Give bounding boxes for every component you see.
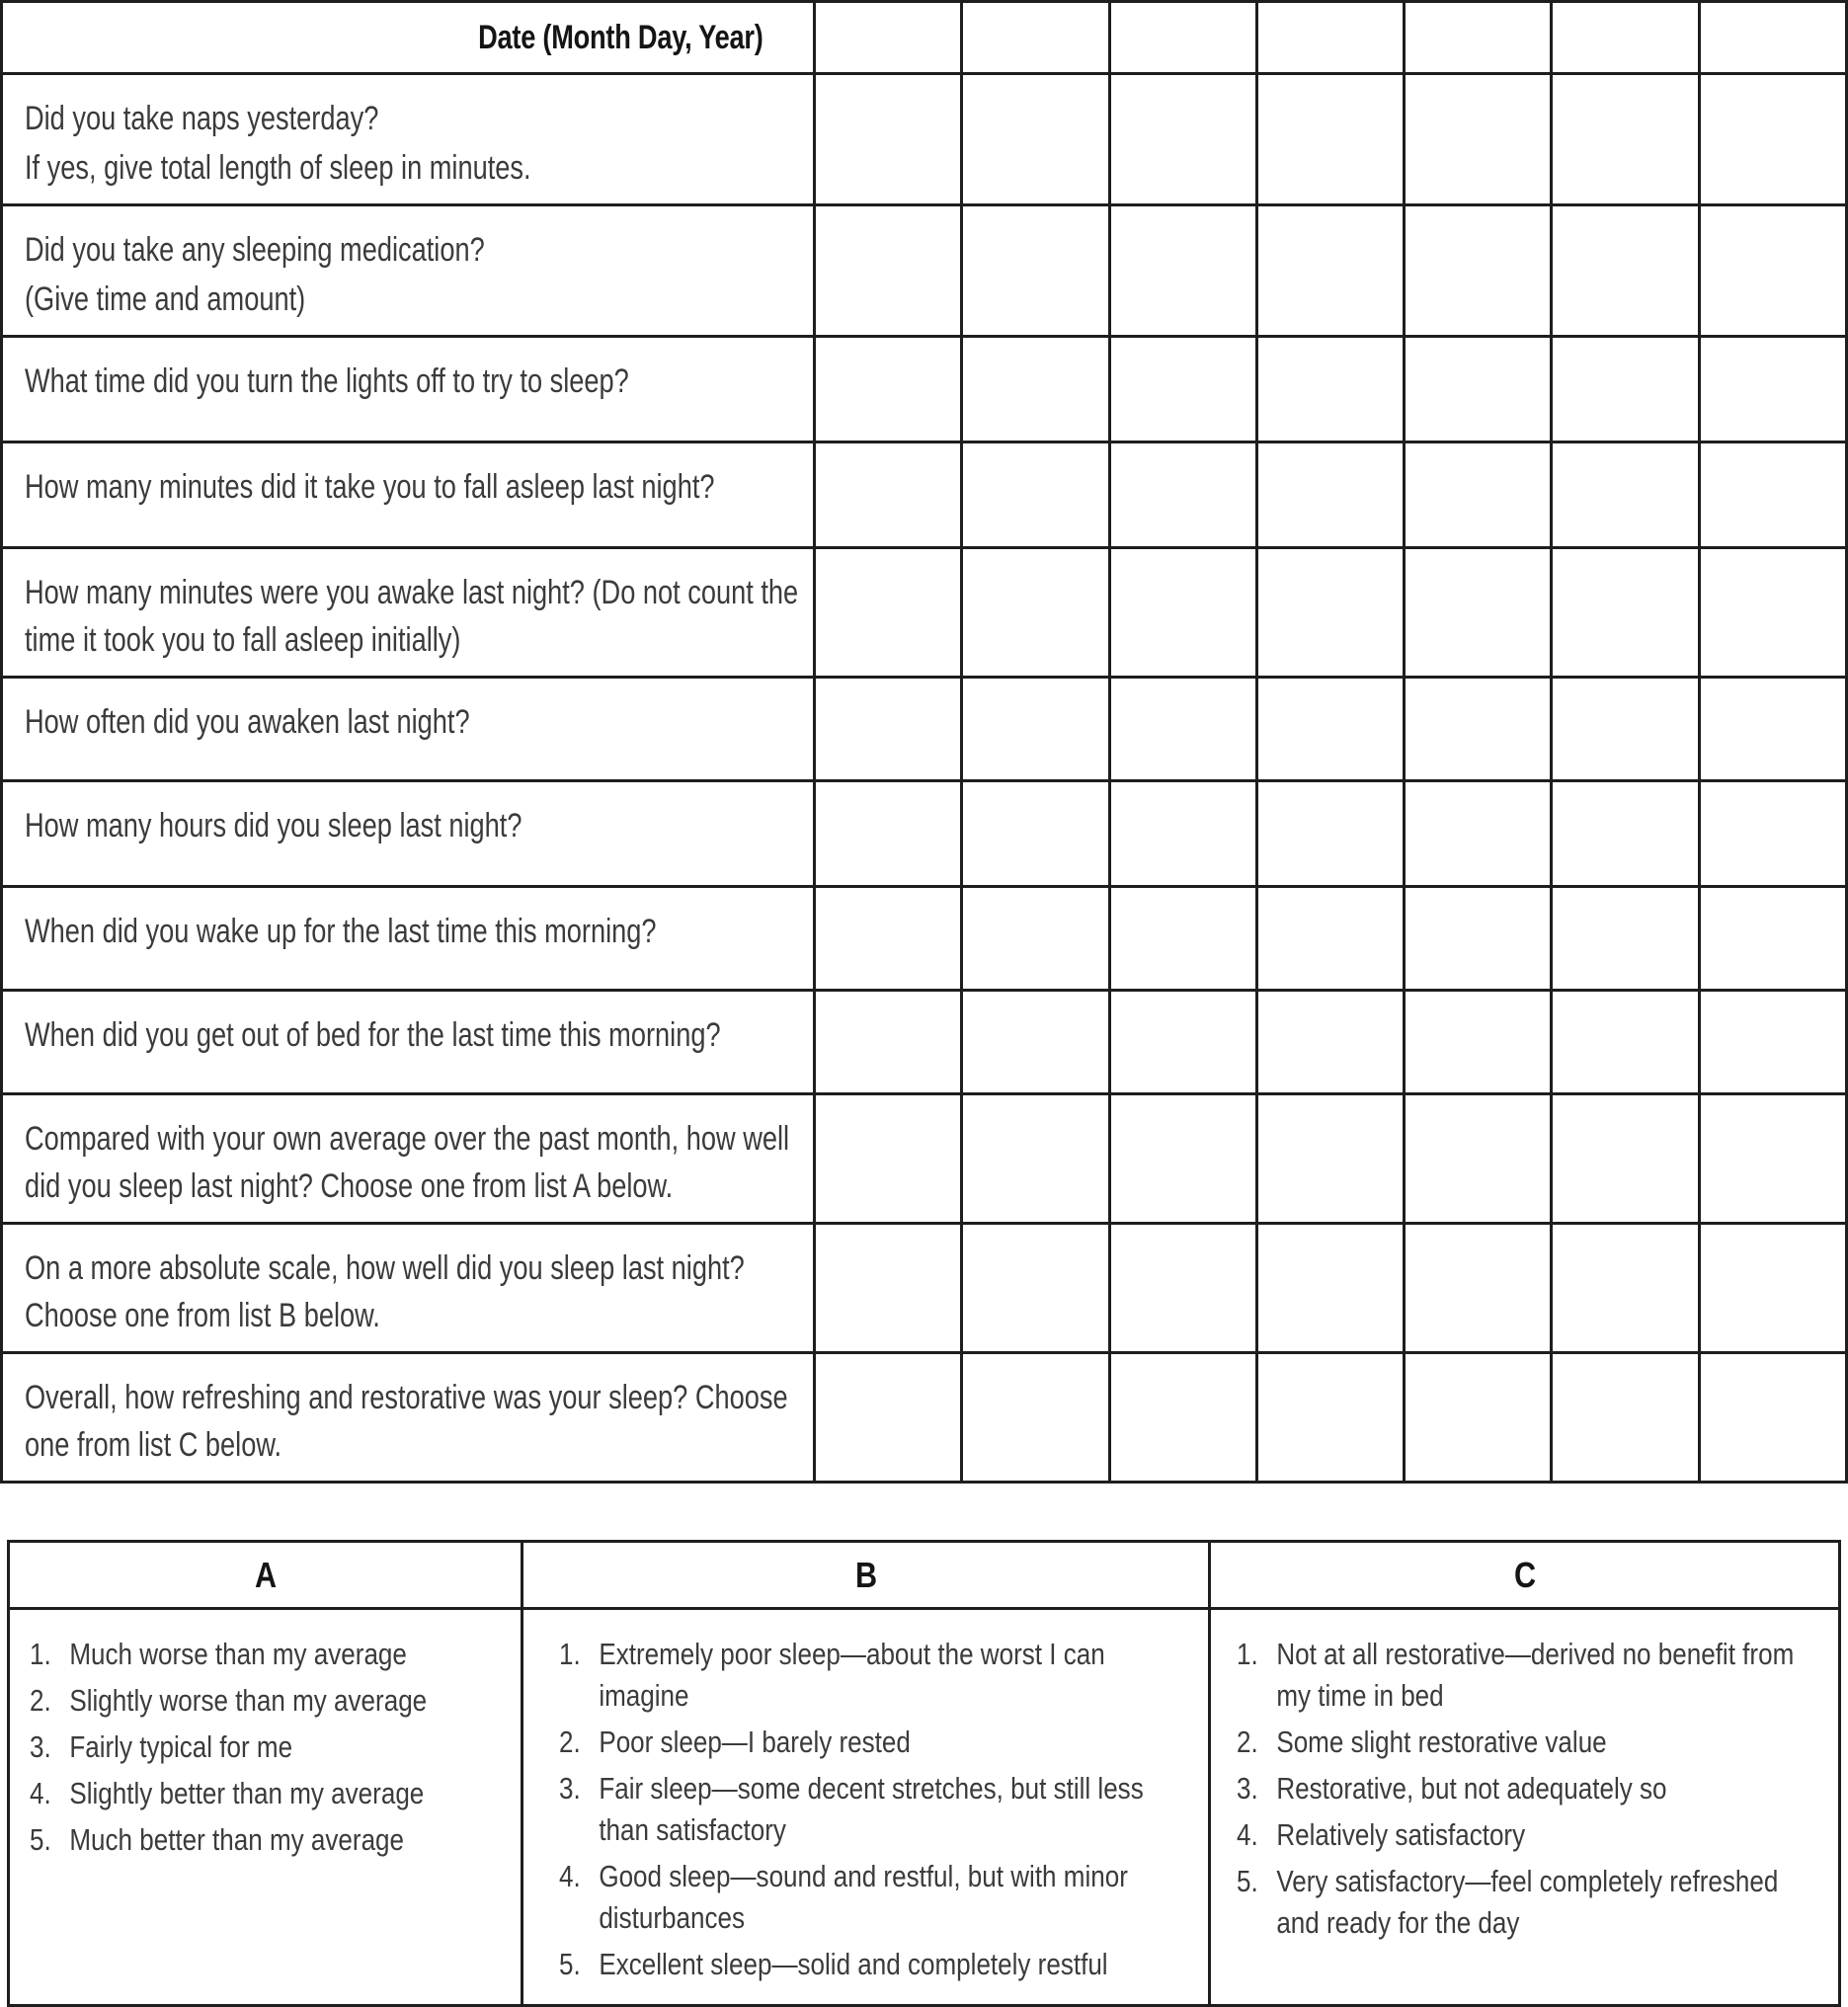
diary-entry-cell[interactable] — [1403, 549, 1550, 676]
list-item-number: 1. — [559, 1637, 582, 1671]
list-item — [1237, 1722, 1818, 1763]
diary-entry-cell[interactable] — [813, 1225, 960, 1351]
diary-entry-cell[interactable] — [1108, 75, 1255, 203]
diary-entry-cell[interactable] — [1550, 888, 1697, 989]
diary-entry-cell[interactable] — [1255, 1095, 1403, 1222]
diary-entry-cell[interactable] — [960, 888, 1107, 989]
list-item-text: Very satisfactory—feel completely refreshed and ready for the day — [1276, 1864, 1779, 1940]
question-cell — [3, 888, 813, 989]
diary-entry-cell[interactable] — [813, 206, 960, 335]
list-item-text: Relatively satisfactory — [1276, 1817, 1526, 1852]
question-text: How many minutes were you awake last night? (Do not count the time it took you to fall asleep initially) — [25, 574, 799, 659]
diary-entry-cell[interactable] — [1108, 679, 1255, 779]
list-item — [559, 1944, 1167, 1985]
diary-entry-cell[interactable] — [1550, 679, 1697, 779]
diary-entry-cell[interactable] — [1403, 443, 1550, 546]
diary-entry-cell[interactable] — [813, 1354, 960, 1481]
diary-entry-cell[interactable] — [960, 549, 1107, 676]
diary-entry-cell[interactable] — [1403, 782, 1550, 885]
list-item-text: Much better than my average — [69, 1822, 405, 1857]
diary-entry-cell[interactable] — [1255, 1225, 1403, 1351]
diary-entry-cell[interactable] — [1403, 1095, 1550, 1222]
diary-entry-cell[interactable] — [1698, 549, 1845, 676]
list-item-number: 3. — [559, 1771, 582, 1806]
list-item — [30, 1726, 507, 1768]
diary-entry-cell[interactable] — [1550, 206, 1697, 335]
diary-entry-cell[interactable] — [1108, 992, 1255, 1092]
diary-entry-cell[interactable] — [1550, 75, 1697, 203]
diary-entry-cell[interactable] — [1108, 1225, 1255, 1351]
list-b-title: B — [854, 1554, 877, 1595]
diary-entry-cell[interactable] — [1108, 1354, 1255, 1481]
diary-entry-cell[interactable] — [1108, 888, 1255, 989]
diary-entry-cell[interactable] — [1698, 888, 1845, 989]
list-item-text: Good sleep—sound and restful, but with minor disturbances — [599, 1859, 1129, 1935]
list-a — [30, 1634, 507, 1861]
diary-entry-cell[interactable] — [813, 782, 960, 885]
header-row — [3, 3, 1845, 72]
diary-entry-cell[interactable] — [1698, 782, 1845, 885]
list-item-text: Restorative, but not adequately so — [1276, 1771, 1667, 1806]
diary-entry-cell[interactable] — [813, 338, 960, 441]
list-item-text: Poor sleep—I barely rested — [599, 1725, 912, 1759]
question-cell — [3, 443, 813, 546]
diary-entry-cell[interactable] — [813, 75, 960, 203]
diary-entry-cell[interactable] — [1403, 992, 1550, 1092]
question-cell — [3, 1354, 813, 1481]
list-b-cell — [521, 1610, 1208, 2004]
list-item — [1237, 1634, 1818, 1717]
list-a-header — [10, 1543, 521, 1610]
list-item-number: 2. — [30, 1683, 51, 1718]
diary-entry-cell[interactable] — [813, 679, 960, 779]
question-row-refreshing-restorative — [3, 1351, 1845, 1481]
list-item-number: 3. — [1237, 1771, 1258, 1806]
list-item — [30, 1680, 507, 1722]
date-entry-cell[interactable] — [813, 3, 960, 72]
diary-entry-cell[interactable] — [1403, 1225, 1550, 1351]
diary-entry-cell[interactable] — [960, 75, 1107, 203]
list-item-number: 5. — [1237, 1864, 1258, 1898]
diary-entry-cell[interactable] — [1255, 443, 1403, 546]
diary-entry-cell[interactable] — [1108, 782, 1255, 885]
diary-entry-cell[interactable] — [1403, 679, 1550, 779]
diary-entry-cell[interactable] — [1403, 338, 1550, 441]
list-item-number: 4. — [30, 1776, 51, 1810]
question-cell — [3, 992, 813, 1092]
question-row-hours-slept — [3, 779, 1845, 885]
diary-entry-cell[interactable] — [960, 1095, 1107, 1222]
list-item-number: 2. — [1237, 1725, 1258, 1759]
question-row-minutes-to-fall-asleep — [3, 441, 1845, 546]
list-b — [559, 1634, 1168, 1985]
diary-entry-cell[interactable] — [1698, 992, 1845, 1092]
diary-entry-cell[interactable] — [1403, 1354, 1550, 1481]
diary-entry-cell[interactable] — [960, 338, 1107, 441]
question-text: When did you wake up for the last time this morning? — [25, 913, 657, 950]
question-cell — [3, 1095, 813, 1222]
list-item-text: Fairly typical for me — [69, 1729, 293, 1764]
diary-entry-cell[interactable] — [960, 1225, 1107, 1351]
question-row-minutes-awake — [3, 546, 1845, 676]
question-text-line2: (Give time and amount) — [25, 281, 306, 318]
list-c-cell — [1208, 1610, 1838, 2004]
question-cell — [3, 338, 813, 441]
diary-entry-cell[interactable] — [1550, 992, 1697, 1092]
diary-entry-cell[interactable] — [1698, 206, 1845, 335]
list-item — [559, 1768, 1167, 1851]
question-row-lights-off — [3, 335, 1845, 441]
diary-entry-cell[interactable] — [1698, 443, 1845, 546]
question-row-naps — [3, 72, 1845, 203]
list-item — [30, 1773, 507, 1814]
diary-entry-cell[interactable] — [1550, 338, 1697, 441]
diary-entry-cell[interactable] — [1698, 1354, 1845, 1481]
list-item — [559, 1634, 1167, 1717]
question-cell — [3, 679, 813, 779]
question-text-line2: If yes, give total length of sleep in minutes. — [25, 149, 531, 187]
diary-entry-cell[interactable] — [1550, 443, 1697, 546]
date-entry-cell[interactable] — [1403, 3, 1550, 72]
question-row-compared-average — [3, 1092, 1845, 1222]
list-item-text: Some slight restorative value — [1276, 1725, 1607, 1759]
list-item — [1237, 1814, 1818, 1856]
diary-entry-cell[interactable] — [1255, 679, 1403, 779]
question-row-out-of-bed-time — [3, 989, 1845, 1092]
list-b-header — [521, 1543, 1208, 1610]
question-cell — [3, 206, 813, 335]
date-entry-cell[interactable] — [1550, 3, 1697, 72]
diary-entry-cell[interactable] — [813, 992, 960, 1092]
diary-entry-cell[interactable] — [1108, 338, 1255, 441]
diary-entry-cell[interactable] — [1255, 782, 1403, 885]
diary-entry-cell[interactable] — [1108, 1095, 1255, 1222]
question-cell — [3, 75, 813, 203]
question-cell — [3, 549, 813, 676]
diary-entry-cell[interactable] — [1698, 1095, 1845, 1222]
list-item-number: 4. — [1237, 1817, 1258, 1852]
list-c-header — [1208, 1543, 1838, 1610]
list-item-number: 5. — [559, 1947, 582, 1981]
list-item — [1237, 1861, 1818, 1944]
question-text: How many hours did you sleep last night? — [25, 807, 522, 844]
list-item — [559, 1856, 1167, 1939]
diary-entry-cell[interactable] — [960, 1354, 1107, 1481]
question-row-wake-up-time — [3, 885, 1845, 989]
diary-entry-cell[interactable] — [960, 443, 1107, 546]
question-row-medication — [3, 203, 1845, 335]
question-row-absolute-scale — [3, 1222, 1845, 1351]
question-text: How many minutes did it take you to fall asleep last night? — [25, 468, 715, 506]
diary-entry-cell[interactable] — [1403, 75, 1550, 203]
diary-entry-cell[interactable] — [1255, 888, 1403, 989]
list-item-text: Extremely poor sleep—about the worst I can imagine — [599, 1637, 1106, 1713]
diary-entry-cell[interactable] — [813, 888, 960, 989]
diary-entry-cell[interactable] — [1108, 206, 1255, 335]
date-header-label: Date (Month Day, Year) — [478, 18, 763, 56]
diary-entry-cell[interactable] — [1255, 75, 1403, 203]
diary-entry-cell[interactable] — [960, 992, 1107, 1092]
list-item-text: Slightly worse than my average — [69, 1683, 428, 1718]
question-text: How often did you awaken last night? — [25, 703, 470, 741]
list-a-title: A — [254, 1554, 277, 1595]
date-entry-cell[interactable] — [1108, 3, 1255, 72]
diary-entry-cell[interactable] — [1255, 992, 1403, 1092]
diary-entry-cell[interactable] — [1698, 679, 1845, 779]
diary-entry-cell[interactable] — [1550, 782, 1697, 885]
diary-entry-cell[interactable] — [1698, 338, 1845, 441]
list-c — [1237, 1634, 1818, 1944]
diary-entry-cell[interactable] — [813, 1095, 960, 1222]
question-text: What time did you turn the lights off to try to sleep? — [25, 362, 629, 400]
list-item-text: Much worse than my average — [69, 1637, 407, 1671]
list-item-text: Excellent sleep—solid and completely restful — [599, 1947, 1108, 1981]
diary-entry-cell[interactable] — [1403, 888, 1550, 989]
question-cell — [3, 1225, 813, 1351]
list-item — [1237, 1768, 1818, 1809]
list-item — [30, 1634, 507, 1675]
answer-lists-table — [7, 1540, 1841, 2007]
list-c-title: C — [1513, 1554, 1536, 1595]
question-text: On a more absolute scale, how well did you sleep last night? Choose one from list B below. — [25, 1249, 745, 1334]
list-item-number: 2. — [559, 1725, 582, 1759]
diary-entry-cell[interactable] — [813, 443, 960, 546]
question-text: Compared with your own average over the past month, how well did you sleep last night? Choose one from list A below. — [25, 1120, 790, 1205]
diary-entry-cell[interactable] — [1698, 75, 1845, 203]
list-item-number: 5. — [30, 1822, 51, 1857]
list-item — [559, 1722, 1167, 1763]
date-entry-cell[interactable] — [960, 3, 1107, 72]
list-item-text: Fair sleep—some decent stretches, but still less than satisfactory — [599, 1771, 1145, 1847]
list-item-number: 1. — [1237, 1637, 1258, 1671]
list-item-text: Slightly better than my average — [69, 1776, 425, 1810]
question-text: Did you take naps yesterday? — [25, 100, 379, 137]
diary-entry-cell[interactable] — [1108, 549, 1255, 676]
list-item-number: 4. — [559, 1859, 582, 1893]
diary-entry-cell[interactable] — [960, 782, 1107, 885]
diary-entry-cell[interactable] — [1698, 1225, 1845, 1351]
list-item-text: Not at all restorative—derived no benefit from my time in bed — [1276, 1637, 1795, 1713]
diary-entry-cell[interactable] — [1550, 549, 1697, 676]
diary-entry-cell[interactable] — [960, 679, 1107, 779]
question-text: Overall, how refreshing and restorative was your sleep? Choose one from list C below. — [25, 1379, 788, 1464]
list-item-number: 3. — [30, 1729, 51, 1764]
date-header-cell — [3, 3, 813, 72]
question-row-how-often-awaken — [3, 676, 1845, 779]
list-item — [30, 1819, 507, 1861]
diary-entry-cell[interactable] — [1255, 206, 1403, 335]
question-text: When did you get out of bed for the last time this morning? — [25, 1016, 721, 1054]
list-a-cell — [10, 1610, 521, 2004]
diary-entry-cell[interactable] — [960, 206, 1107, 335]
list-item-number: 1. — [30, 1637, 51, 1671]
diary-entry-cell[interactable] — [1255, 1354, 1403, 1481]
diary-entry-cell[interactable] — [1108, 443, 1255, 546]
date-entry-cell[interactable] — [1698, 3, 1845, 72]
date-entry-cell[interactable] — [1255, 3, 1403, 72]
diary-entry-cell[interactable] — [1255, 549, 1403, 676]
diary-entry-cell[interactable] — [1550, 1225, 1697, 1351]
diary-entry-cell[interactable] — [1255, 338, 1403, 441]
question-text: Did you take any sleeping medication? — [25, 231, 485, 269]
diary-entry-cell[interactable] — [813, 549, 960, 676]
diary-entry-cell[interactable] — [1403, 206, 1550, 335]
diary-entry-cell[interactable] — [1550, 1354, 1697, 1481]
question-cell — [3, 782, 813, 885]
diary-entry-cell[interactable] — [1550, 1095, 1697, 1222]
